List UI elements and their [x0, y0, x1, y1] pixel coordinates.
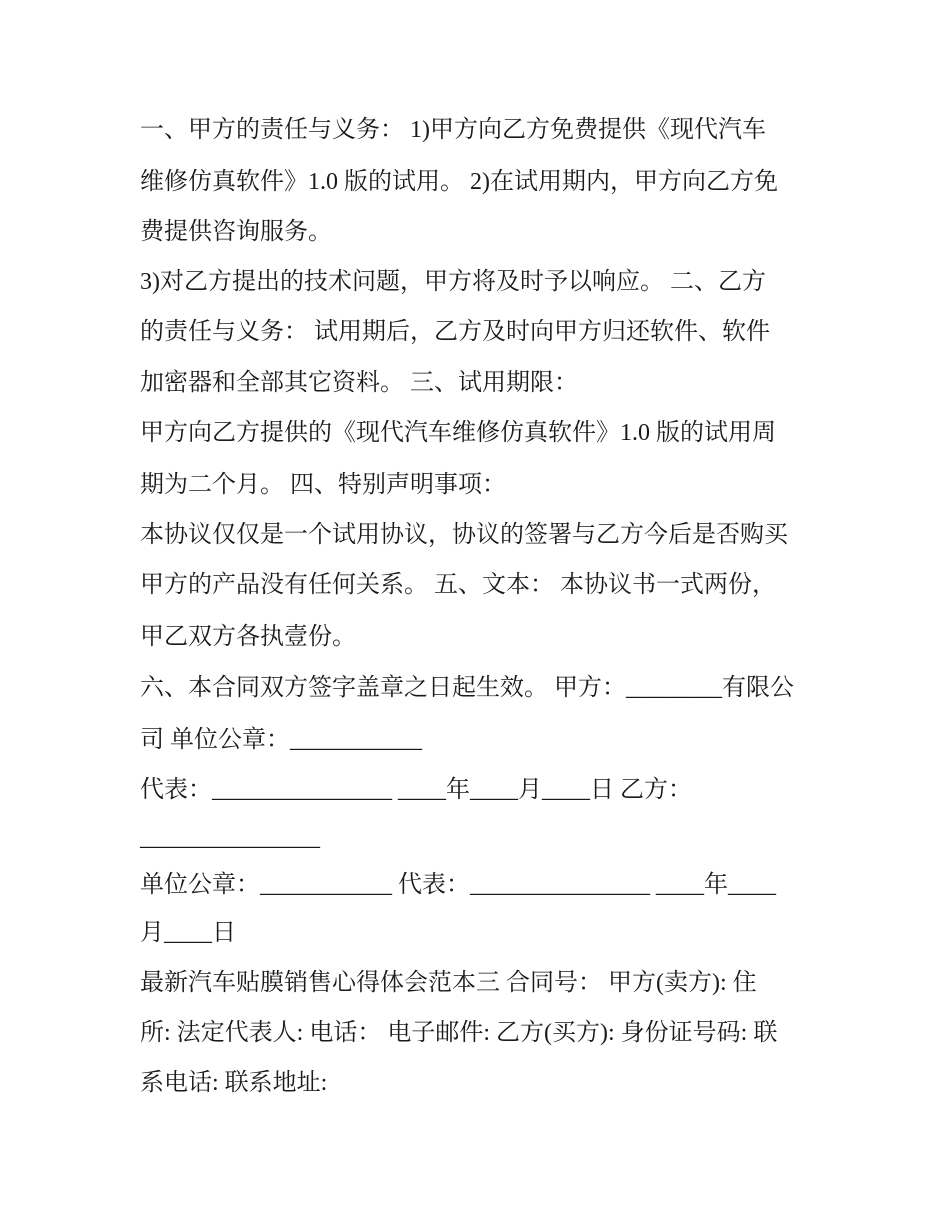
text-line: 一、甲方的责任与义务： 1)甲方向乙方免费提供《现代汽车 [140, 117, 766, 143]
text-line: 单位公章：___________ 代表：_______________ ____年____ [140, 872, 776, 898]
text-line: 甲方向乙方提供的《现代汽车维修仿真软件》1.0 版的试用周 [140, 420, 776, 446]
text-line: 所: 法定代表人: 电话： 电子邮件: 乙方(买方): 身份证号码: 联 [140, 1020, 778, 1046]
text-line: 代表：_______________ ____年____月____日 乙方： [140, 777, 692, 803]
text-line: 最新汽车贴膜销售心得体会范本三 合同号： 甲方(卖方): 住 [140, 970, 757, 996]
text-line: 期为二个月。 四、特别声明事项： [140, 472, 506, 498]
text-line: _______________ [140, 825, 320, 851]
text-line: 系电话: 联系地址: [140, 1070, 328, 1096]
text-line: 六、本合同双方签字盖章之日起生效。 甲方：________有限公 [140, 675, 794, 701]
text-line: 司 单位公章：___________ [140, 727, 422, 753]
text-line: 维修仿真软件》1.0 版的试用。 2)在试用期内，甲方向乙方免 [140, 169, 778, 195]
text-line: 甲乙双方各执壹份。 [140, 624, 356, 650]
text-line: 费提供咨询服务。 [140, 219, 332, 245]
text-line: 加密器和全部其它资料。 三、试用期限： [140, 370, 578, 396]
text-line: 3)对乙方提出的技术问题，甲方将及时予以响应。 二、乙方 [140, 269, 766, 295]
text-line: 甲方的产品没有任何关系。 五、文本： 本协议书一式两份， [140, 572, 776, 598]
text-line: 月____日 [140, 920, 236, 946]
text-line: 的责任与义务： 试用期后，乙方及时向甲方归还软件、软件 [140, 319, 770, 345]
text-line: 本协议仅仅是一个试用协议，协议的签署与乙方今后是否购买 [140, 522, 788, 548]
